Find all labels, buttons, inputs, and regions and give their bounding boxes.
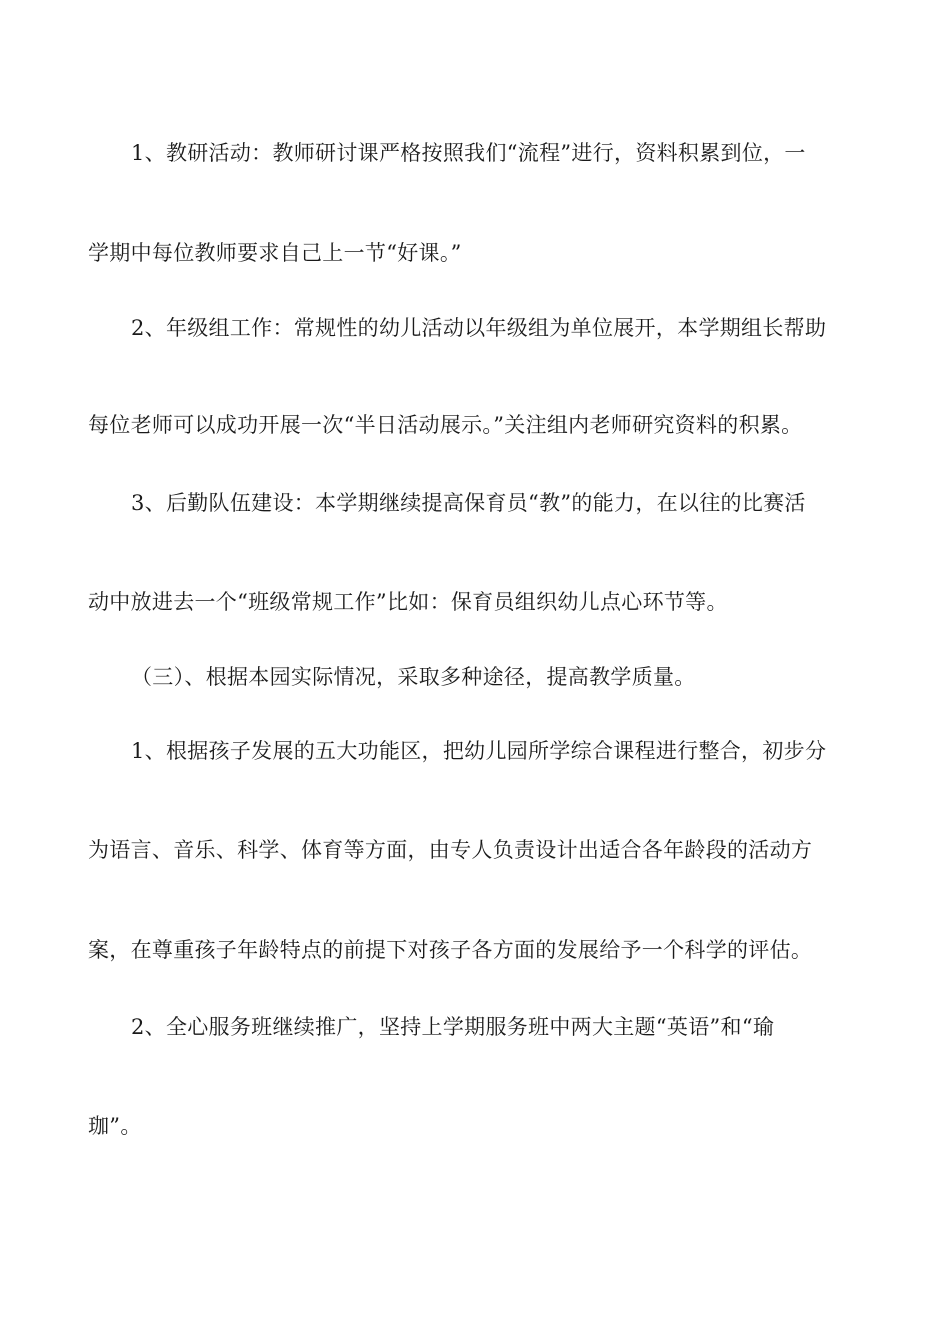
paragraph-5-line-2: 珈”。 <box>88 1114 142 1138</box>
paragraph-4-line-1: 1、根据孩子发展的五大功能区，把幼儿园所学综合课程进行整合，初步分 <box>131 739 827 763</box>
paragraph-2-line-1: 2、年级组工作：常规性的幼儿活动以年级组为单位展开，本学期组长帮助 <box>131 316 827 340</box>
section-heading: （三）、根据本园实际情况，采取多种途径，提高教学质量。 <box>131 665 696 689</box>
paragraph-2-line-2: 每位老师可以成功开展一次“半日活动展示。”关注组内老师研究资料的积累。 <box>88 413 803 437</box>
paragraph-4-line-3: 案，在尊重孩子年龄特点的前提下对孩子各方面的发展给予一个科学的评估。 <box>88 938 813 962</box>
paragraph-3-line-1: 3、后勤队伍建设：本学期继续提高保育员“教”的能力，在以往的比赛活 <box>131 491 806 515</box>
paragraph-1-line-2: 学期中每位教师要求自己上一节“好课。” <box>88 241 462 265</box>
paragraph-3-line-2: 动中放进去一个“班级常规工作”比如：保育员组织幼儿点心环节等。 <box>88 590 728 614</box>
paragraph-1-line-1: 1、教研活动：教师研讨课严格按照我们“流程”进行，资料积累到位，一 <box>131 141 806 165</box>
paragraph-5-line-1: 2、全心服务班继续推广，坚持上学期服务班中两大主题“英语”和“瑜 <box>131 1015 775 1039</box>
paragraph-4-line-2: 为语言、音乐、科学、体育等方面，由专人负责设计出适合各年龄段的活动方 <box>88 838 813 862</box>
